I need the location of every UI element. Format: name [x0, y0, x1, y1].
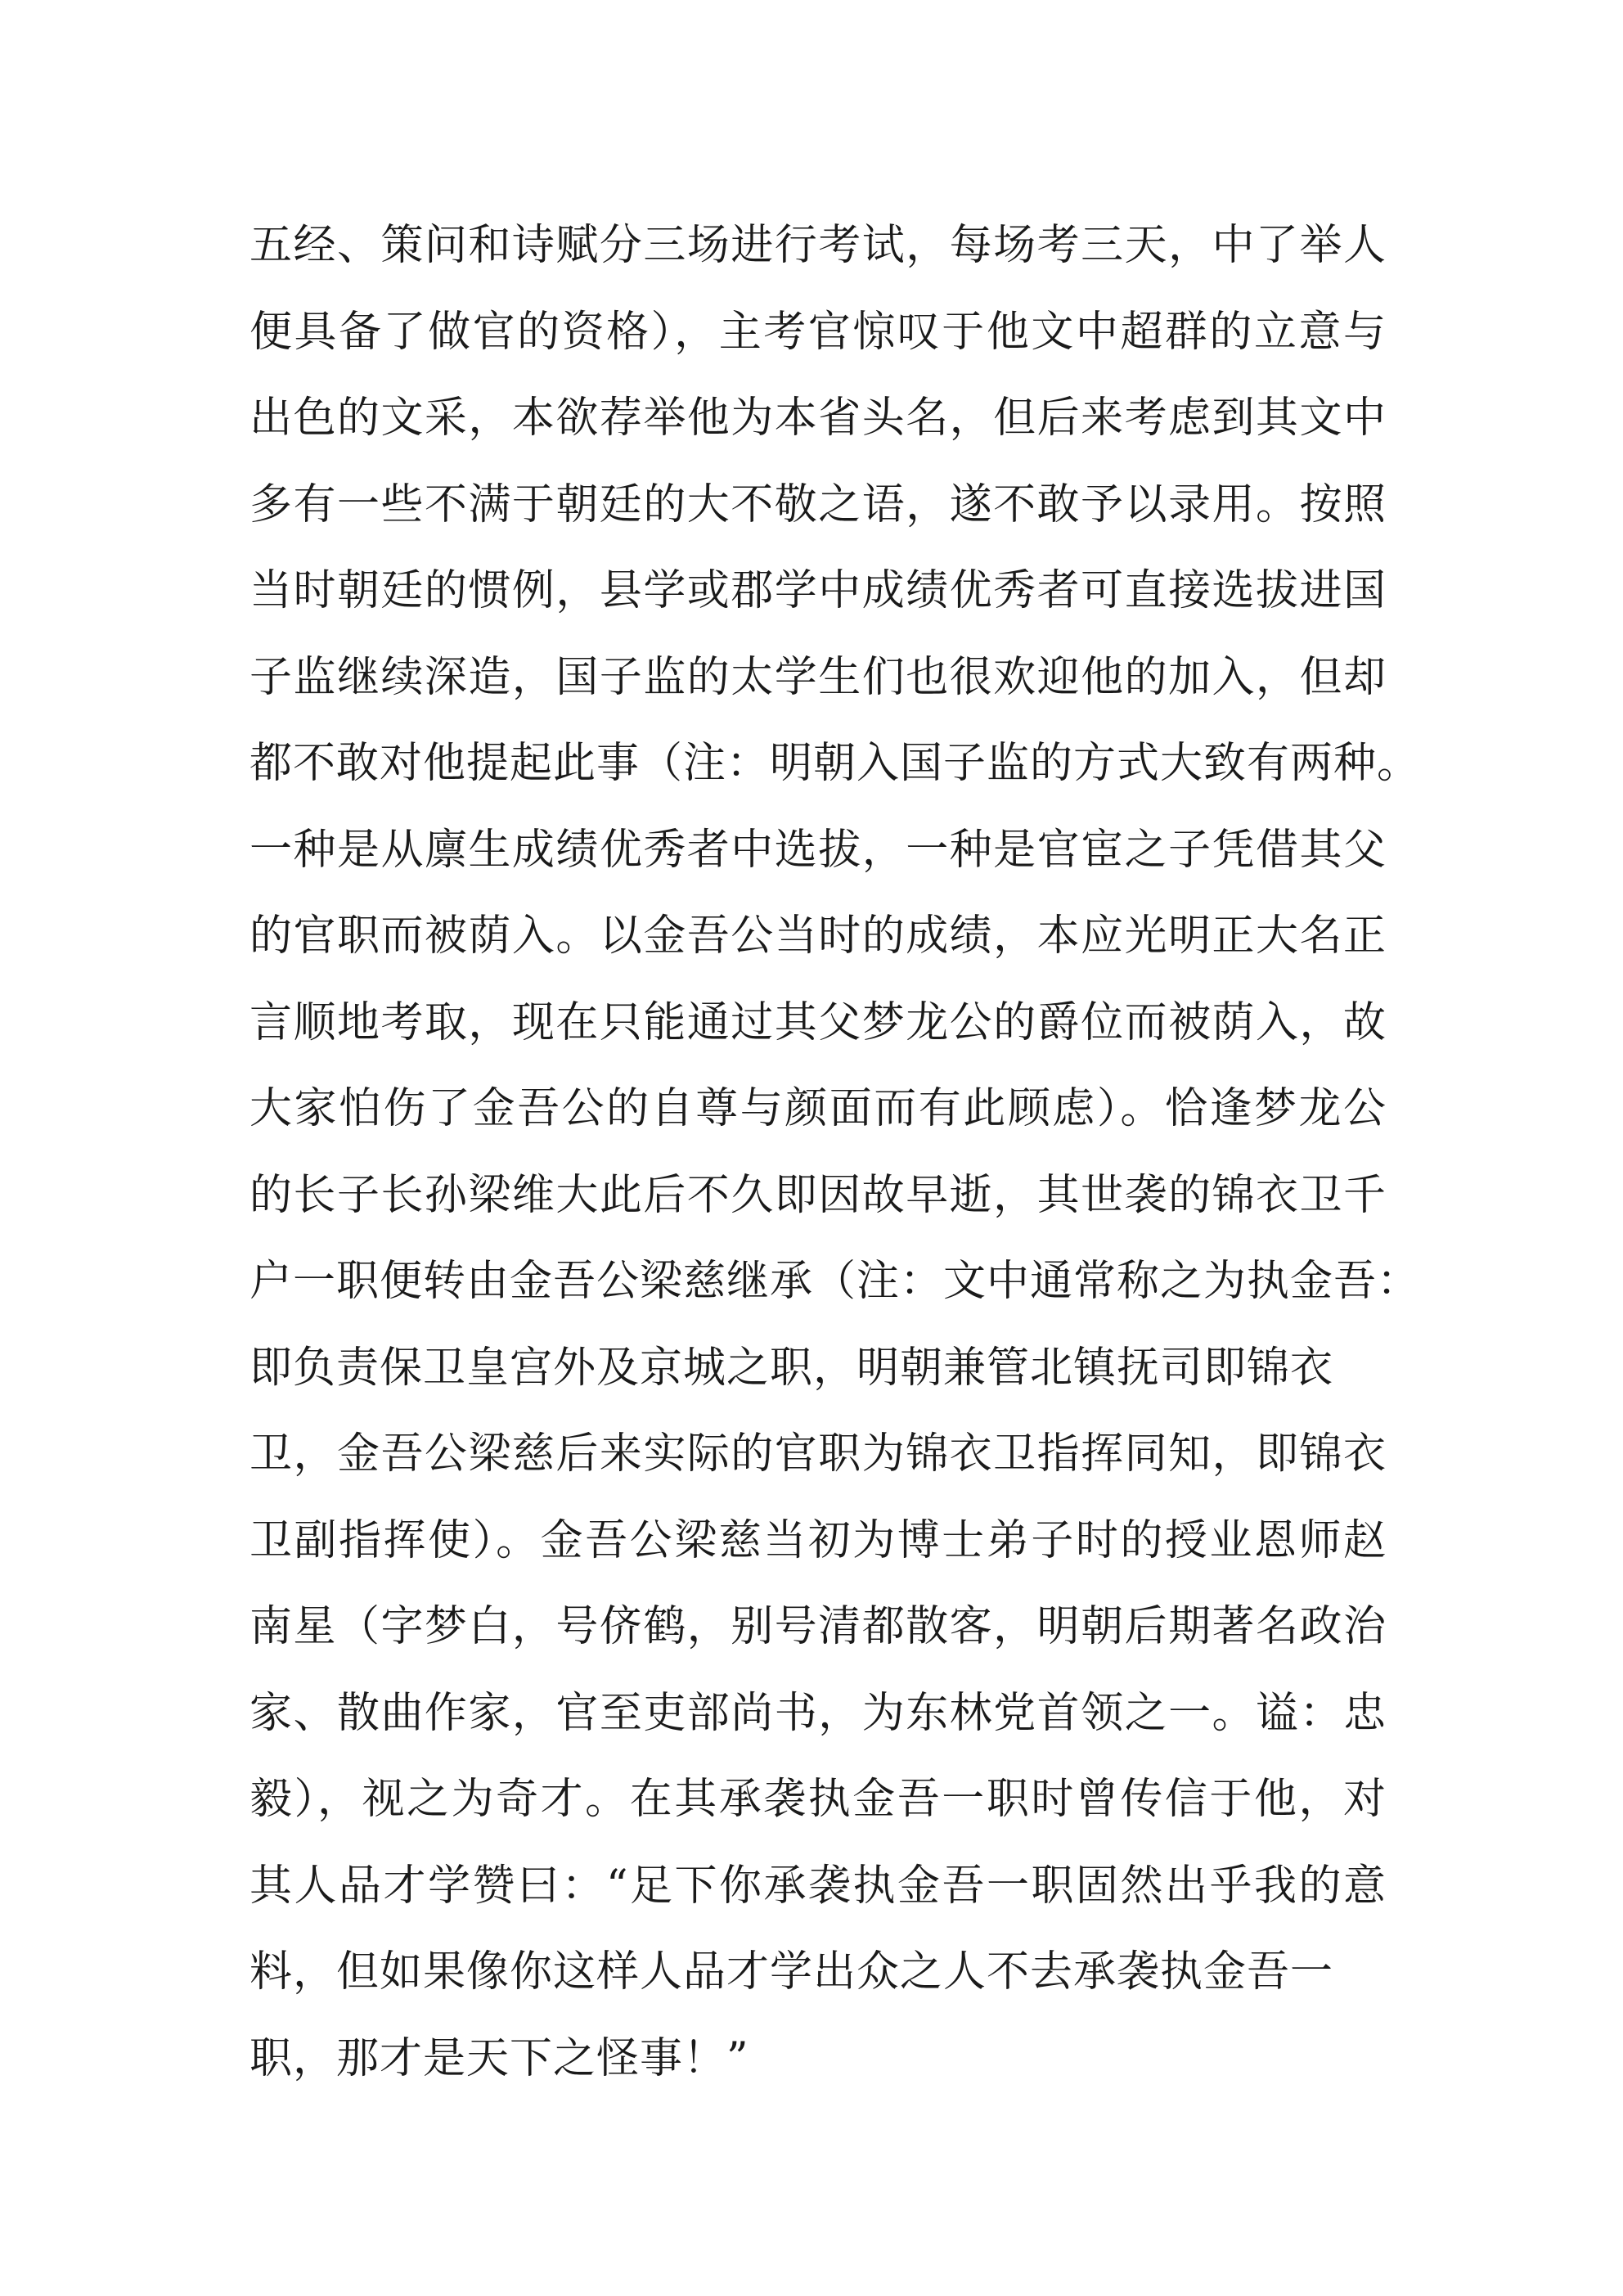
text-line: 南星（字梦白，号侪鹤，别号清都散客，明朝后期著名政治	[250, 1602, 1387, 1651]
text-line: 卫副指挥使）。金吾公梁慈当初为博士弟子时的授业恩师赵	[250, 1515, 1387, 1565]
body-text	[250, 203, 1421, 2102]
text-line: 毅），视之为奇才。在其承袭执金吾一职时曾传信于他，对	[250, 1775, 1387, 1824]
text-line: 职，那才是天下之怪事！”	[250, 2033, 749, 2083]
text-line: 五经、策问和诗赋分三场进行考试，每场考三天，中了举人	[250, 221, 1387, 270]
text-line: 卫，金吾公梁慈后来实际的官职为锦衣卫指挥同知，即锦衣	[250, 1429, 1387, 1479]
text-line: 当时朝廷的惯例，县学或郡学中成绩优秀者可直接选拔进国	[250, 566, 1387, 615]
text-line: 都不敢对他提起此事（注：明朝入国子监的方式大致有两种。	[250, 739, 1421, 788]
text-line: 多有一些不满于朝廷的大不敬之语，遂不敢予以录用。按照	[250, 479, 1387, 529]
text-line: 一种是从廪生成绩优秀者中选拔，一种是官宦之子凭借其父	[250, 825, 1387, 875]
text-line: 料，但如果像你这样人品才学出众之人不去承袭执金吾一	[250, 1947, 1334, 1997]
text-line: 家、散曲作家，官至吏部尚书，为东林党首领之一。谥：忠	[250, 1688, 1387, 1738]
text-line: 即负责保卫皇宫外及京城之职，明朝兼管北镇抚司即锦衣	[250, 1343, 1334, 1393]
text-line: 其人品才学赞曰：“足下你承袭执金吾一职固然出乎我的意	[250, 1861, 1387, 1911]
text-line: 户一职便转由金吾公梁慈继承（注：文中通常称之为执金吾：	[250, 1257, 1421, 1306]
text-line: 的官职而被荫入。以金吾公当时的成绩，本应光明正大名正	[250, 912, 1387, 961]
text-line: 出色的文采，本欲荐举他为本省头名，但后来考虑到其文中	[250, 394, 1387, 443]
text-line: 子监继续深造，国子监的太学生们也很欢迎他的加入，但却	[250, 652, 1387, 702]
text-line: 言顺地考取，现在只能通过其父梦龙公的爵位而被荫入，故	[250, 997, 1387, 1047]
text-line: 便具备了做官的资格），主考官惊叹于他文中超群的立意与	[250, 307, 1387, 357]
text-line: 大家怕伤了金吾公的自尊与颜面而有此顾虑）。恰逢梦龙公	[250, 1084, 1387, 1133]
text-line: 的长子长孙梁维大此后不久即因故早逝，其世袭的锦衣卫千	[250, 1170, 1387, 1220]
